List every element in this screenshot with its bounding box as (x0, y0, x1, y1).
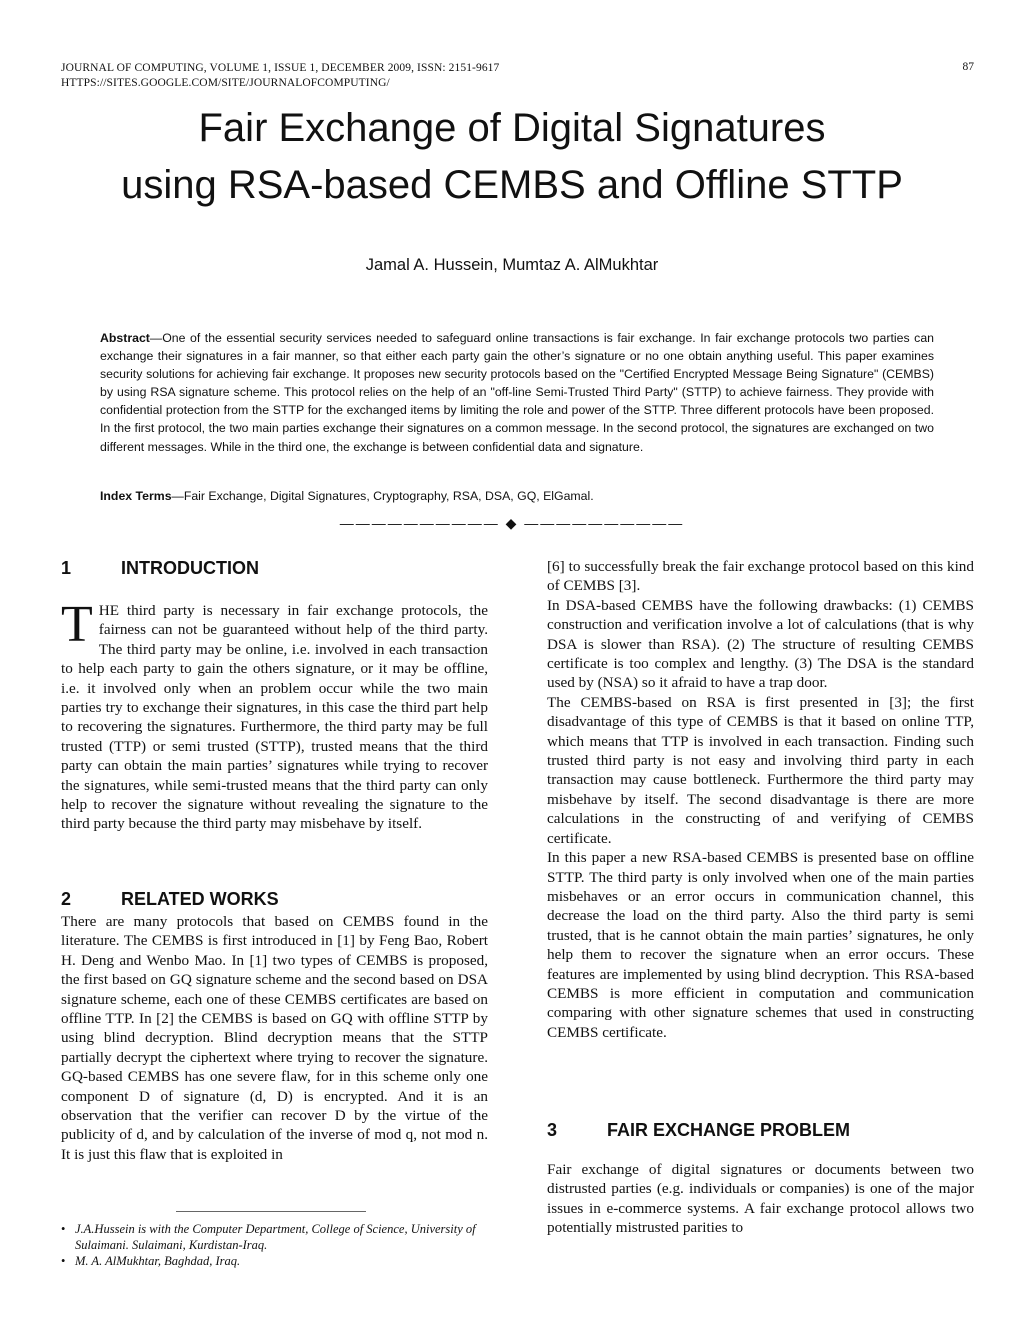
footnote-text: J.A.Hussein is with the Computer Department, College of Science, University of Sulaimani. Sulaimani, Kurdistan-Iraq. (75, 1222, 476, 1252)
section-number: 1 (61, 558, 72, 578)
section-title: FAIR EXCHANGE PROBLEM (607, 1120, 851, 1140)
footnotes (61, 1221, 491, 1269)
footnote-text: M. A. AlMukhtar, Baghdad, Iraq. (75, 1254, 241, 1268)
title-line-1: Fair Exchange of Digital Signatures (198, 106, 826, 150)
related-works-text: There are many protocols that based on CEMBS found in the literature. The CEMBS is first introduced in [1] by Feng Bao, Robert H. Deng and Wenbo Mao. In [1] two types of CEMBS is proposed, the first based on GQ signature scheme and the second based on DSA signature scheme, each one of these CEMBS certificates are based on offline TTP. In [2] the CEMBS is based on GQ with offline STTP by using blind decryption. Blind decryption means that the STTP partially decrypt the ciphertext where trying to recover the signature. GQ-based CEMBS has one severe flaw, for in this scheme only one component D of signature (d, D) is encrypted. And it is an observation that the verifier can recover D by the virtue of the publicity of d, and by calculation of the inverse of mod q, not mod n. It is just this flaw that is exploited in (61, 913, 488, 1163)
paragraph: In DSA-based CEMBS have the following drawbacks: (1) CEMBS construction and verification involve a lot of calculations (that is why DSA is slower than RSA). (2) The structure of resulting CEMBS certificate is too complex and lengthy. (3) The DSA is the standard used by (NSA) so it afraid to have a trap door. (547, 596, 974, 692)
index-terms-label: Index Terms (100, 489, 172, 503)
fair-exchange-text: Fair exchange of digital signatures or documents between two distrusted parties (e.g. individuals or companies) is one of the major issues in e-commerce systems. A fair exchange protocol allows two potentially mistrusted parities to (547, 1161, 974, 1237)
abstract-label: Abstract (100, 331, 150, 345)
index-terms (100, 489, 934, 503)
paragraph: In this paper a new RSA-based CEMBS is presented base on offline STTP. The third party is only involved when one of the main parties misbehaves or an error occurs in communication channel, this decrease the load on the third party. Also the third party is semi trusted, that is he cannot obtain the main parties’ signatures, he only help them to recover the signature when an error occurs. These features are implemented by using blind decryption. This RSA-based CEMBS is more efficient in computation and communication comparing with other signature schemes that used in constructing CEMBS certificate. (547, 849, 974, 1041)
introduction-body (61, 596, 488, 834)
section-number: 3 (547, 1120, 558, 1140)
journal-line: JOURNAL OF COMPUTING, VOLUME 1, ISSUE 1, DECEMBER 2009, ISSN: 2151-9617 (61, 62, 500, 74)
page-number: 87 (962, 61, 974, 73)
drop-cap: T (61, 596, 93, 653)
authors: Jamal A. Hussein, Mumtaz A. AlMukhtar (365, 256, 659, 274)
bullet-icon: • (61, 1254, 66, 1268)
paper-title (0, 100, 1024, 214)
journal-url: HTTPS://SITES.GOOGLE.COM/SITE/JOURNALOFCOMPUTING/ (61, 77, 390, 89)
abstract (100, 329, 934, 456)
section-title: INTRODUCTION (121, 558, 259, 578)
section-divider: —————————— ◆ —————————— (339, 515, 685, 531)
abstract-text: —One of the essential security services needed to safeguard online transactions is fair exchange. In fair exchange protocols two parties can exchange their signatures in a fair manner, so that either each party gain the other’s signature or no one obtain anything useful. This paper examines security solutions for achieving fair exchange. It proposes new security protocols based on the "Certified Encrypted Message Being Signature" (CEMBS) by using RSA signature scheme. This protocol relies on the help of an "off-line Semi-Trusted Third Party" (STTP) to achieve fairness. They provide with confidential protection from the STTP for the exchanged items by limiting the role and power of the STTP. Three different protocols have been proposed. In the first protocol, the two main parties exchange their signatures on a common message. In the second protocol, the signatures are exchanged on two different messages. While in the third one, the exchange is between confidential data and signature. (100, 331, 934, 454)
introduction-text: HE third party is necessary in fair exchange protocols, the fairness can not be guaranteed without help of the third party. The third party may be online, i.e. involved in each transaction to help each party to gain the others signature, or it may be offline, i.e. it involved only when an problem occur while the two main parties try to exchange their signatures, in this case the third part help to recovering the signatures. Furthermore, the third party may be full trusted (TTP) or semi trusted (STTP), trusted means that the third party can obtain the main parties’ signatures while trying to recover the signatures, while semi-trusted means that the third party can only help to recover the signature without revealing the signature to the third party because the third party may misbehave by itself. (61, 602, 488, 833)
running-header (61, 61, 499, 91)
related-works-body (61, 912, 488, 1164)
footnote (61, 1221, 491, 1253)
paragraph: [6] to successfully break the fair exchange protocol based on this kind of CEMBS [3]. (547, 558, 974, 595)
title-line-2: using RSA-based CEMBS and Offline STTP (121, 163, 903, 207)
section-number: 2 (61, 889, 72, 909)
fair-exchange-body (547, 1160, 974, 1238)
bullet-icon: • (61, 1222, 66, 1236)
footnote-rule (176, 1211, 366, 1212)
paragraph: The CEMBS-based on RSA is first presented in [3]; the first disadvantage of this type of CEMBS is that it based on online TTP, which means that TTP is involved in each transaction. Finding such trusted third party is not easy and involving third party in each transaction may cause bottleneck. Furthermore the third party may misbehave by itself. The second disadvantage is there are more calculations in the constructing of and verifying of CEMBS certificate. (547, 693, 974, 847)
index-terms-text: —Fair Exchange, Digital Signatures, Cryptography, RSA, DSA, GQ, ElGamal. (171, 489, 594, 503)
footnote (61, 1253, 491, 1269)
section-title: RELATED WORKS (121, 889, 279, 909)
right-column-body (547, 557, 974, 1042)
